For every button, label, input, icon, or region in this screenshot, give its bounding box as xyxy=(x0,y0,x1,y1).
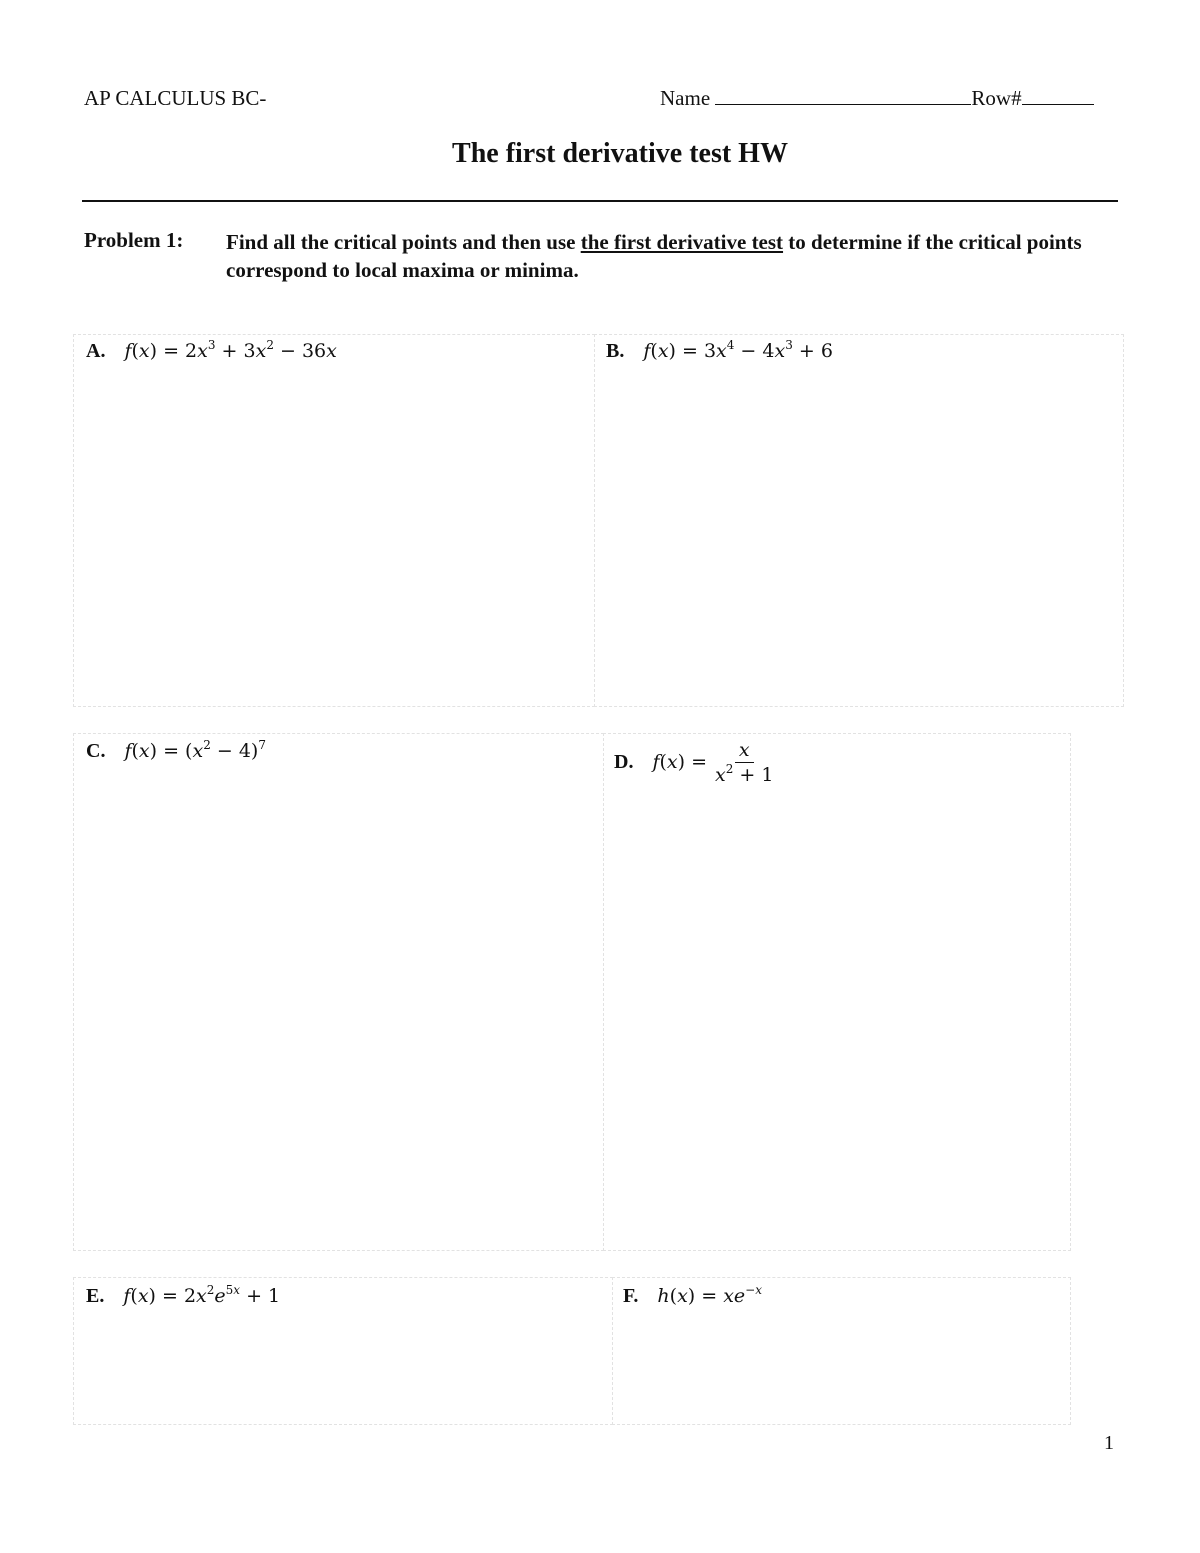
instruction-underlined: the first derivative test xyxy=(580,230,784,254)
name-row-field xyxy=(660,86,1094,111)
item-label: B. xyxy=(606,340,625,362)
name-label: Name xyxy=(660,86,711,110)
answer-box-c xyxy=(73,733,604,1251)
item-d xyxy=(614,740,777,785)
problem-instructions xyxy=(226,228,1126,284)
function-expression: $f(x) = 3x^4 - 4x^3 + 6$ xyxy=(643,338,833,362)
answer-box-d xyxy=(603,733,1071,1251)
row-blank xyxy=(1022,86,1094,105)
item-f xyxy=(623,1285,762,1308)
title-divider xyxy=(82,200,1118,202)
function-expression: $h(x) = xe^{-x}$ xyxy=(657,1283,763,1307)
item-label: C. xyxy=(86,740,106,762)
item-a xyxy=(86,340,337,363)
instruction-text: Find all the critical points and then use xyxy=(226,230,581,254)
page-number: 1 xyxy=(1104,1432,1114,1454)
answer-box-b xyxy=(594,334,1124,707)
answer-box-a xyxy=(73,334,595,707)
function-expression: $f(x) = (x^2 - 4)^7$ xyxy=(124,738,266,762)
item-label: F. xyxy=(623,1285,639,1307)
function-expression: f(x) = $\frac{x}{x^2 + 1}$ xyxy=(652,751,777,773)
fraction: $\frac{x}{x^2 + 1}$ xyxy=(715,739,774,786)
item-label: D. xyxy=(614,750,634,773)
function-expression: $f(x) = 2x^3 + 3x^2 - 36x$ xyxy=(124,338,337,362)
problem-label: Problem 1: xyxy=(84,228,184,252)
page-title: The first derivative test HW xyxy=(452,138,788,169)
item-c xyxy=(86,740,266,763)
item-e xyxy=(86,1285,280,1308)
item-b xyxy=(606,340,833,363)
item-label: A. xyxy=(86,340,106,362)
row-label: Row# xyxy=(971,86,1022,110)
name-blank xyxy=(715,86,971,105)
item-label: E. xyxy=(86,1285,105,1307)
course-title: AP CALCULUS BC- xyxy=(84,86,267,110)
instruction-text-end: to determine if the critical points correspond to local maxima or minima. xyxy=(226,230,1082,282)
function-expression: $f(x) = 2x^2e^{5x} + 1$ xyxy=(123,1283,281,1307)
